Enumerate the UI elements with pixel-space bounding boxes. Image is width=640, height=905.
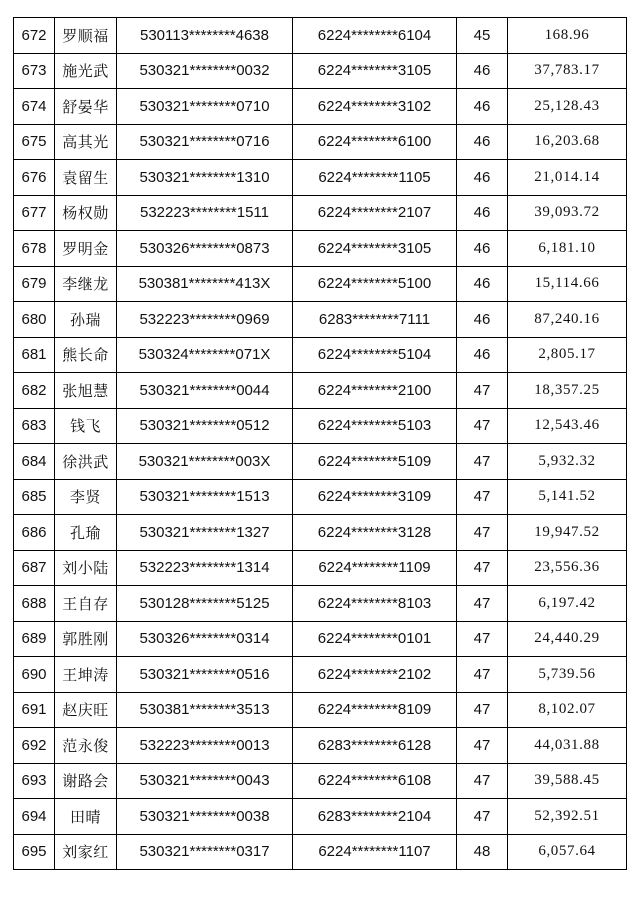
id-number-cell: 530321********0043 [117,763,293,799]
row-number-cell: 687 [14,550,55,586]
card-number-cell: 6224********5104 [293,337,457,373]
amount-cell: 24,440.29 [508,621,627,657]
group-code-cell: 46 [457,124,508,160]
amount-cell: 39,093.72 [508,195,627,231]
amount-cell: 87,240.16 [508,302,627,338]
amount-cell: 5,141.52 [508,479,627,515]
id-number-cell: 530321********003X [117,444,293,480]
card-number-cell: 6224********5109 [293,444,457,480]
card-number-cell: 6224********5103 [293,408,457,444]
amount-cell: 8,102.07 [508,692,627,728]
card-number-cell: 6224********8109 [293,692,457,728]
table-row [14,302,627,338]
amount-cell: 52,392.51 [508,799,627,835]
table-row [14,728,627,764]
table-row [14,373,627,409]
amount-cell: 5,739.56 [508,657,627,693]
id-number-cell: 530128********5125 [117,586,293,622]
table-row [14,515,627,551]
id-number-cell: 530326********0314 [117,621,293,657]
amount-cell: 6,197.42 [508,586,627,622]
table-row [14,763,627,799]
id-number-cell: 530321********0044 [117,373,293,409]
group-code-cell: 46 [457,266,508,302]
group-code-cell: 47 [457,621,508,657]
table-row [14,231,627,267]
amount-cell: 15,114.66 [508,266,627,302]
card-number-cell: 6283********2104 [293,799,457,835]
amount-cell: 6,057.64 [508,834,627,870]
card-number-cell: 6224********2107 [293,195,457,231]
id-number-cell: 530113********4638 [117,18,293,54]
name-cell: 徐洪武 [55,444,117,480]
card-number-cell: 6224********0101 [293,621,457,657]
table-row [14,479,627,515]
card-number-cell: 6224********3105 [293,231,457,267]
table-row [14,337,627,373]
id-number-cell: 530326********0873 [117,231,293,267]
card-number-cell: 6283********7111 [293,302,457,338]
row-number-cell: 690 [14,657,55,693]
name-cell: 李继龙 [55,266,117,302]
row-number-cell: 680 [14,302,55,338]
name-cell: 田晴 [55,799,117,835]
row-number-cell: 692 [14,728,55,764]
row-number-cell: 675 [14,124,55,160]
group-code-cell: 47 [457,479,508,515]
group-code-cell: 47 [457,408,508,444]
group-code-cell: 47 [457,550,508,586]
row-number-cell: 683 [14,408,55,444]
row-number-cell: 682 [14,373,55,409]
row-number-cell: 693 [14,763,55,799]
id-number-cell: 530381********3513 [117,692,293,728]
amount-cell: 16,203.68 [508,124,627,160]
name-cell: 刘小陆 [55,550,117,586]
row-number-cell: 681 [14,337,55,373]
card-number-cell: 6283********6128 [293,728,457,764]
name-cell: 郭胜刚 [55,621,117,657]
table-row [14,160,627,196]
table-row [14,444,627,480]
table-row [14,799,627,835]
amount-cell: 2,805.17 [508,337,627,373]
amount-cell: 168.96 [508,18,627,54]
row-number-cell: 686 [14,515,55,551]
amount-cell: 39,588.45 [508,763,627,799]
id-number-cell: 530321********0512 [117,408,293,444]
name-cell: 刘家红 [55,834,117,870]
table-row [14,834,627,870]
card-number-cell: 6224********6100 [293,124,457,160]
amount-cell: 12,543.46 [508,408,627,444]
group-code-cell: 46 [457,231,508,267]
table-row [14,408,627,444]
amount-cell: 23,556.36 [508,550,627,586]
card-number-cell: 6224********3109 [293,479,457,515]
group-code-cell: 47 [457,692,508,728]
id-number-cell: 530321********1327 [117,515,293,551]
records-table [13,17,627,870]
row-number-cell: 678 [14,231,55,267]
table-row [14,550,627,586]
id-number-cell: 530321********0516 [117,657,293,693]
table-row [14,18,627,54]
name-cell: 张旭慧 [55,373,117,409]
card-number-cell: 6224********3102 [293,89,457,125]
group-code-cell: 48 [457,834,508,870]
row-number-cell: 676 [14,160,55,196]
amount-cell: 19,947.52 [508,515,627,551]
card-number-cell: 6224********5100 [293,266,457,302]
row-number-cell: 694 [14,799,55,835]
table-row [14,657,627,693]
group-code-cell: 46 [457,195,508,231]
card-number-cell: 6224********1107 [293,834,457,870]
name-cell: 钱飞 [55,408,117,444]
card-number-cell: 6224********6108 [293,763,457,799]
name-cell: 范永俊 [55,728,117,764]
group-code-cell: 47 [457,728,508,764]
group-code-cell: 47 [457,444,508,480]
name-cell: 杨权勋 [55,195,117,231]
id-number-cell: 530324********071X [117,337,293,373]
name-cell: 孔瑜 [55,515,117,551]
group-code-cell: 47 [457,657,508,693]
table-row [14,266,627,302]
name-cell: 罗顺福 [55,18,117,54]
amount-cell: 25,128.43 [508,89,627,125]
card-number-cell: 6224********2102 [293,657,457,693]
row-number-cell: 673 [14,53,55,89]
name-cell: 李贤 [55,479,117,515]
group-code-cell: 46 [457,89,508,125]
id-number-cell: 532223********0013 [117,728,293,764]
row-number-cell: 677 [14,195,55,231]
row-number-cell: 684 [14,444,55,480]
id-number-cell: 532223********1511 [117,195,293,231]
row-number-cell: 691 [14,692,55,728]
amount-cell: 18,357.25 [508,373,627,409]
table-row [14,124,627,160]
name-cell: 舒晏华 [55,89,117,125]
name-cell: 孙瑞 [55,302,117,338]
group-code-cell: 46 [457,337,508,373]
table-row [14,621,627,657]
row-number-cell: 685 [14,479,55,515]
id-number-cell: 532223********0969 [117,302,293,338]
group-code-cell: 46 [457,53,508,89]
amount-cell: 6,181.10 [508,231,627,267]
records-table-body [14,18,627,870]
name-cell: 王自存 [55,586,117,622]
row-number-cell: 688 [14,586,55,622]
id-number-cell: 530321********1513 [117,479,293,515]
name-cell: 赵庆旺 [55,692,117,728]
card-number-cell: 6224********2100 [293,373,457,409]
name-cell: 施光武 [55,53,117,89]
group-code-cell: 47 [457,799,508,835]
table-row [14,53,627,89]
id-number-cell: 530321********1310 [117,160,293,196]
amount-cell: 37,783.17 [508,53,627,89]
name-cell: 袁留生 [55,160,117,196]
name-cell: 熊长命 [55,337,117,373]
table-row [14,586,627,622]
table-row [14,89,627,125]
group-code-cell: 46 [457,302,508,338]
name-cell: 罗明金 [55,231,117,267]
id-number-cell: 530321********0710 [117,89,293,125]
group-code-cell: 47 [457,373,508,409]
row-number-cell: 695 [14,834,55,870]
card-number-cell: 6224********1109 [293,550,457,586]
id-number-cell: 530321********0032 [117,53,293,89]
table-row [14,692,627,728]
row-number-cell: 689 [14,621,55,657]
card-number-cell: 6224********3105 [293,53,457,89]
row-number-cell: 674 [14,89,55,125]
group-code-cell: 46 [457,160,508,196]
id-number-cell: 530321********0716 [117,124,293,160]
table-row [14,195,627,231]
group-code-cell: 47 [457,586,508,622]
name-cell: 谢路会 [55,763,117,799]
group-code-cell: 47 [457,515,508,551]
amount-cell: 21,014.14 [508,160,627,196]
card-number-cell: 6224********3128 [293,515,457,551]
name-cell: 王坤涛 [55,657,117,693]
card-number-cell: 6224********6104 [293,18,457,54]
name-cell: 高其光 [55,124,117,160]
group-code-cell: 47 [457,763,508,799]
group-code-cell: 45 [457,18,508,54]
card-number-cell: 6224********1105 [293,160,457,196]
amount-cell: 44,031.88 [508,728,627,764]
id-number-cell: 532223********1314 [117,550,293,586]
id-number-cell: 530321********0317 [117,834,293,870]
row-number-cell: 679 [14,266,55,302]
amount-cell: 5,932.32 [508,444,627,480]
card-number-cell: 6224********8103 [293,586,457,622]
id-number-cell: 530381********413X [117,266,293,302]
id-number-cell: 530321********0038 [117,799,293,835]
row-number-cell: 672 [14,18,55,54]
